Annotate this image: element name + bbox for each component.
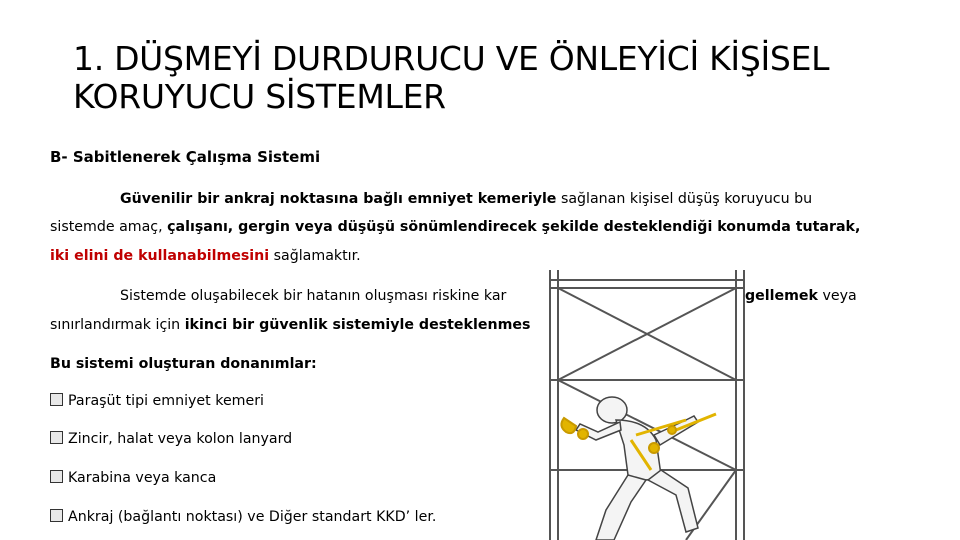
para2-line1-left: Sistemde oluşabilecek bir hatanın oluşması riskine kar: [120, 288, 507, 304]
worker-on-scaffold-illustration: [536, 270, 766, 540]
equipment-list-title: Bu sistemi oluşturan donanımlar:: [50, 356, 317, 372]
page-title: [73, 40, 933, 116]
checkbox-bullet-icon: [50, 509, 63, 522]
list-item: Ankraj (bağlantı noktası) ve Diğer standart KKD’ ler.: [50, 509, 436, 525]
list-item: Zincir, halat veya kolon lanyard: [50, 431, 292, 447]
checkbox-bullet-icon: [50, 431, 63, 444]
para2-line1-right: gellemek veya: [745, 288, 857, 304]
para2-line2: sınırlandırmak için ikinci bir güvenlik sistemiyle desteklenmes: [50, 317, 531, 333]
checkbox-bullet-icon: [50, 393, 63, 406]
list-item: Paraşüt tipi emniyet kemeri: [50, 393, 264, 409]
title-line-2: KORUYUCU SİSTEMLER: [73, 77, 446, 116]
section-subtitle: B- Sabitlenerek Çalışma Sistemi: [50, 148, 321, 166]
para1-line1: Güvenilir bir ankraj noktasına bağlı emniyet kemeriyle sağlanan kişisel düşüş koruyucu bu: [120, 191, 813, 207]
checkbox-bullet-icon: [50, 470, 63, 483]
para1-line2: sistemde amaç, çalışanı, gergin veya düşüşü sönümlendirecek şekilde desteklendiği konumda tutarak,: [50, 219, 861, 235]
list-item: Karabina veya kanca: [50, 470, 216, 486]
para1-line3: iki elini de kullanabilmesini sağlamaktır.: [50, 248, 361, 264]
title-line-1: 1. DÜŞMEYİ DURDURUCU VE ÖNLEYİCİ KİŞİSEL: [73, 39, 830, 78]
